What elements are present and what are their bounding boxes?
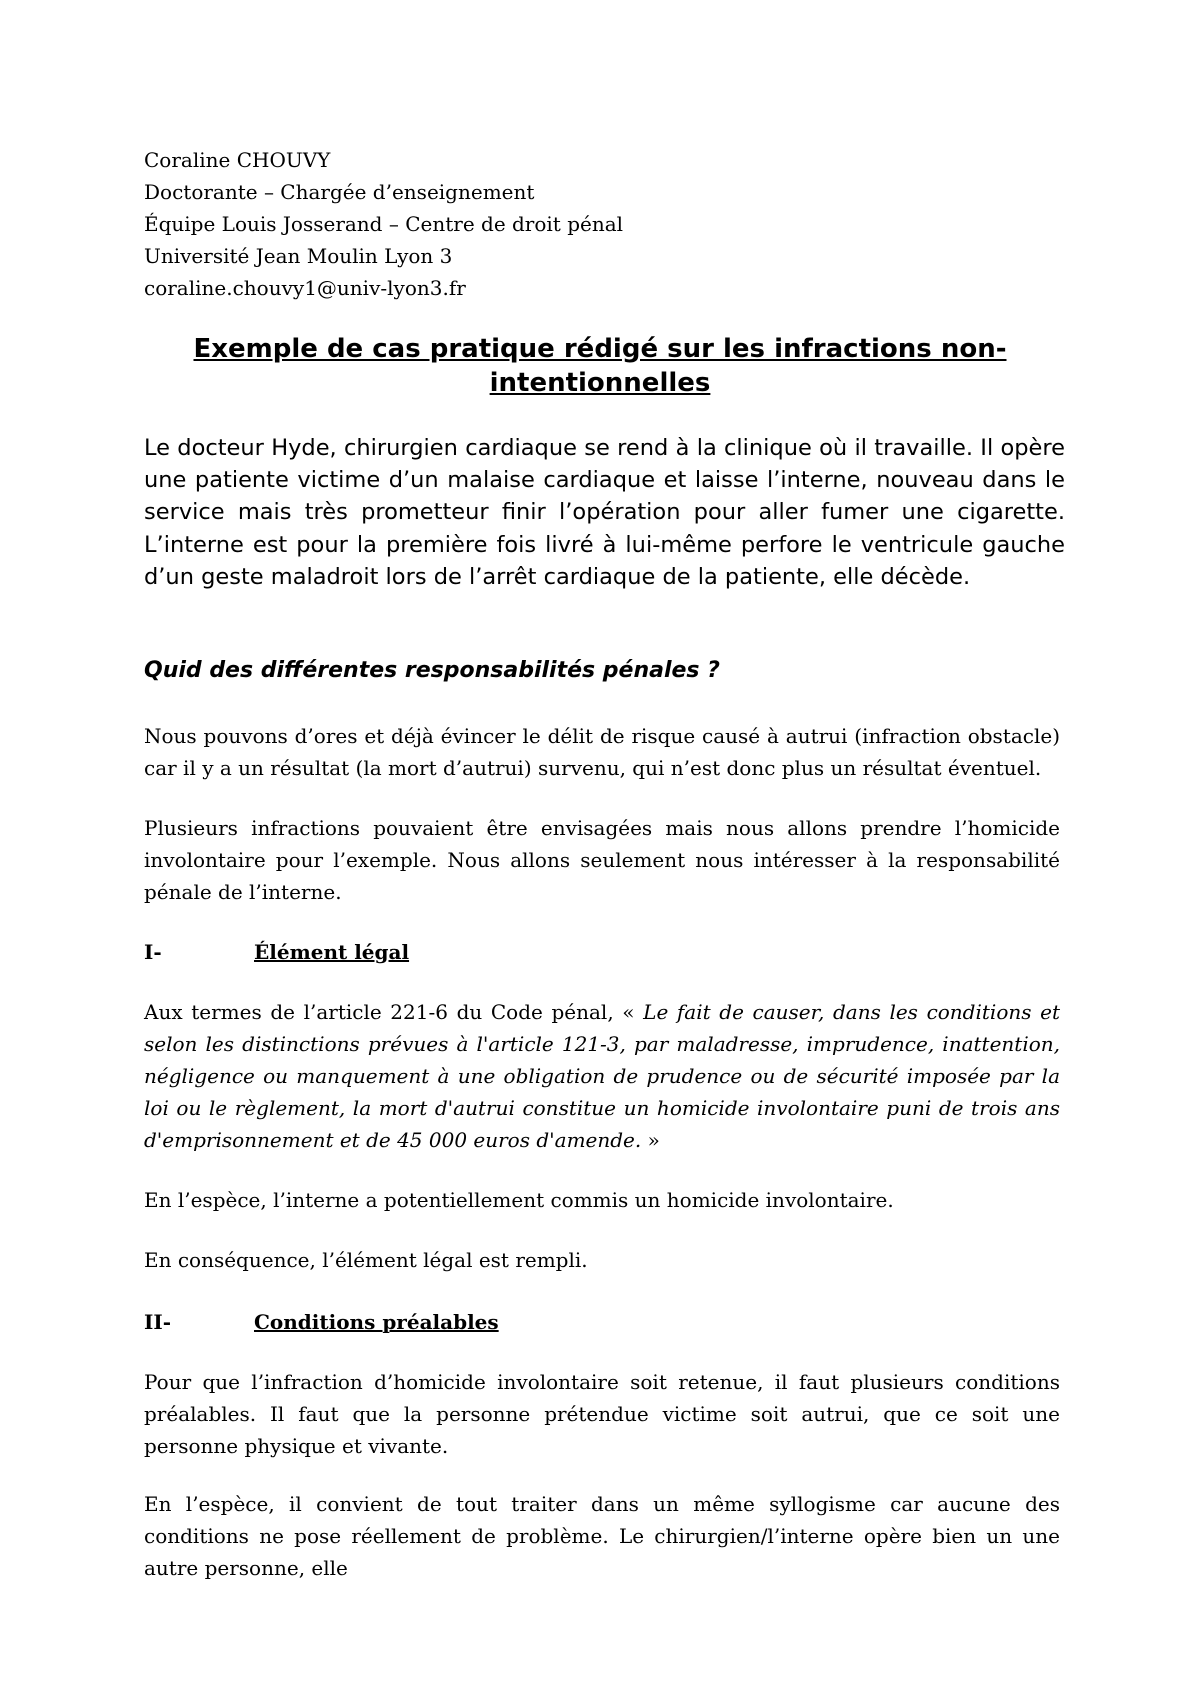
author-team: Équipe Louis Josserand – Centre de droit pénal	[144, 212, 624, 236]
case-statement: Le docteur Hyde, chirurgien cardiaque se rend à la clinique où il travaille. Il opère une patiente victime d’un malaise cardiaque et laisse l’interne, nouveau dans le service mais très prometteur finir l’opération pour aller fumer une cigarette. L’interne est pour la première fois livré à lui-même perfore le ventricule gauche d’un geste maladroit lors de l’arrêt cardiaque de la patiente, elle décède.	[144, 435, 1065, 590]
section-number: II-	[144, 1310, 172, 1334]
article-quote: Le fait de causer, dans les conditions et selon les distinctions prévues à l'article 121-3, par maladresse, imprudence, inattention, négligence ou manquement à une obligation de prudence ou de sécurité imposée par la loi ou le règlement, la mort d'autrui constitue un homicide involontaire puni de trois ans d'emprisonnement et de 45 000 euros d'amende.	[144, 1000, 1060, 1152]
article-paragraph	[144, 996, 1060, 1156]
section-label: Conditions préalables	[254, 1310, 499, 1334]
article-close: »	[641, 1128, 660, 1152]
intro-paragraph-1: Nous pouvons d’ores et déjà évincer le délit de risque causé à autrui (infraction obstacle) car il y a un résultat (la mort d’autrui) survenu, qui n’est donc plus un résultat éventuel.	[144, 724, 1060, 780]
author-university: Université Jean Moulin Lyon 3	[144, 244, 453, 268]
author-name: Coraline CHOUVY	[144, 148, 331, 172]
section2-application: En l’espèce, il convient de tout traiter dans un même syllogisme car aucune des conditions ne pose réellement de problème. Le chirurgien/l’interne opère bien un une autre personne, elle	[144, 1492, 1060, 1580]
section1-conclusion: En conséquence, l’élément légal est rempli.	[144, 1248, 588, 1272]
section-heading-2	[144, 1306, 499, 1338]
intro-paragraph-2: Plusieurs infractions pouvaient être envisagées mais nous allons prendre l’homicide involontaire pour l’exemple. Nous allons seulement nous intéresser à la responsabilité pénale de l’interne.	[144, 816, 1060, 904]
section-heading-1	[144, 936, 409, 968]
section-number: I-	[144, 940, 162, 964]
article-lead: Aux termes de l’article 221-6 du Code pénal, «	[144, 1000, 644, 1024]
author-email: coraline.chouvy1@univ-lyon3.fr	[144, 276, 466, 300]
author-role: Doctorante – Chargée d’enseignement	[144, 180, 535, 204]
section2-rule: Pour que l’infraction d’homicide involontaire soit retenue, il faut plusieurs conditions préalables. Il faut que la personne prétendue victime soit autrui, que ce soit une personne physique et vivante.	[144, 1370, 1060, 1458]
section-label: Élément légal	[254, 940, 410, 964]
author-block	[144, 144, 623, 304]
document-title: Exemple de cas pratique rédigé sur les infractions non-intentionnelles	[193, 334, 1007, 398]
section1-application: En l’espèce, l’interne a potentiellement commis un homicide involontaire.	[144, 1188, 894, 1212]
case-question: Quid des différentes responsabilités pénales ?	[144, 658, 720, 683]
